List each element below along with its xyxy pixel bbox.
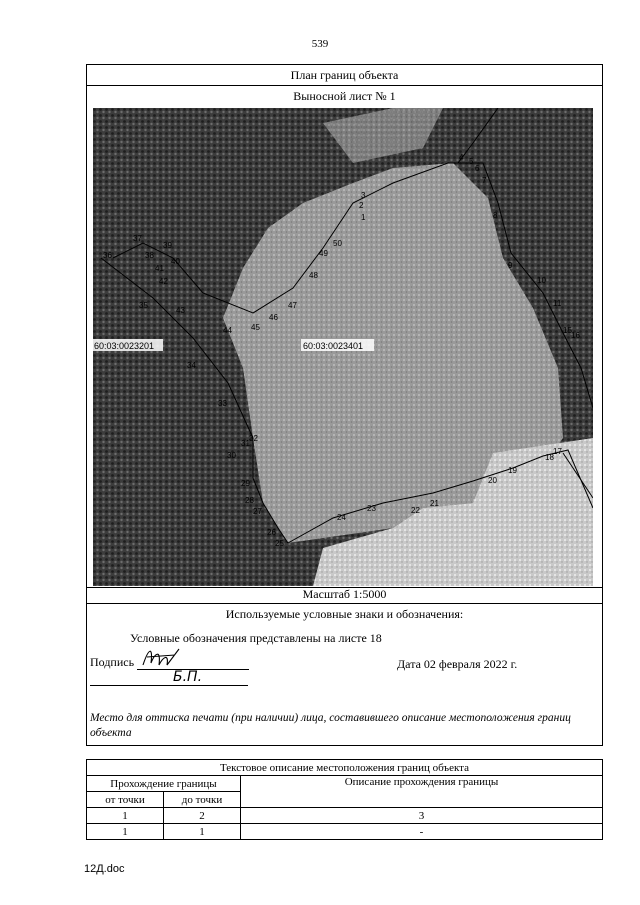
point-label: 46 xyxy=(269,313,278,322)
point-label: 4 xyxy=(459,153,464,162)
plan-title: План границ объекта xyxy=(290,68,399,82)
point-label: 19 xyxy=(508,466,517,475)
point-label: 16 xyxy=(571,331,580,340)
parcel-label: 60:03:0023401 xyxy=(303,341,364,351)
point-label: 43 xyxy=(176,306,185,315)
point-label: 6 xyxy=(475,164,480,173)
stamp-place-note: Место для оттиска печати (при наличии) лица, составившего описание местоположения границ объекта xyxy=(90,712,571,739)
point-label: 17 xyxy=(553,447,562,456)
point-label: 15 xyxy=(563,326,572,335)
point-label: 22 xyxy=(411,506,420,515)
point-label: 23 xyxy=(367,504,376,513)
passage-header: Прохождение границы xyxy=(87,776,241,792)
point-label: 30 xyxy=(227,451,236,460)
point-label: 31 xyxy=(241,439,250,448)
point-label: 32 xyxy=(249,434,258,443)
name-line xyxy=(90,685,248,686)
aerial-map xyxy=(93,108,593,586)
point-label: 27 xyxy=(253,507,262,516)
point-label: 48 xyxy=(309,271,318,280)
point-label: 38 xyxy=(145,251,154,260)
description-cell: - xyxy=(241,824,603,840)
point-label: 45 xyxy=(251,323,260,332)
point-label: 47 xyxy=(288,301,297,310)
parcel-label: 60:03:0023201 xyxy=(94,341,155,351)
boundary-plan-frame xyxy=(86,64,603,746)
point-label: 29 xyxy=(241,479,250,488)
from-cell: 1 xyxy=(87,808,164,824)
point-label: 25 xyxy=(275,539,284,548)
point-label: 11 xyxy=(553,299,562,308)
point-label: 36 xyxy=(103,251,112,260)
file-name: 12Д.doc xyxy=(84,863,125,875)
point-label: 10 xyxy=(537,276,546,285)
point-label: 28 xyxy=(245,496,254,505)
boundary-description-table xyxy=(86,759,603,840)
point-label: 40 xyxy=(171,257,180,266)
point-label: 20 xyxy=(488,476,497,485)
point-label: 18 xyxy=(545,453,554,462)
point-label: 42 xyxy=(159,277,168,286)
point-label: 37 xyxy=(133,234,142,243)
signature-label: Подпись xyxy=(90,655,135,669)
description-header: Описание прохождения границы xyxy=(241,776,603,808)
point-label: 21 xyxy=(430,499,439,508)
to-cell: 1 xyxy=(164,824,241,840)
to-cell: 2 xyxy=(164,808,241,824)
to-point-header: до точки xyxy=(164,792,241,808)
table-title: Текстовое описание местоположения границ объекта xyxy=(87,760,603,776)
legend-note: Условные обозначения представлены на листе 18 xyxy=(130,631,382,645)
map-svg xyxy=(93,108,593,586)
point-label: 41 xyxy=(155,264,164,273)
point-label: 50 xyxy=(333,239,342,248)
from-cell: 1 xyxy=(87,824,164,840)
point-label: 44 xyxy=(223,326,232,335)
point-label: 39 xyxy=(163,241,172,250)
page-number: 539 xyxy=(311,38,329,50)
point-label: 24 xyxy=(337,513,346,522)
point-label: 7 xyxy=(482,176,487,185)
table-row xyxy=(87,824,603,840)
sheet-title: Выносной лист № 1 xyxy=(293,89,396,103)
from-point-header: от точки xyxy=(87,792,164,808)
table-row xyxy=(87,808,603,824)
point-label: 49 xyxy=(319,249,328,258)
signing-date: Дата 02 февраля 2022 г. xyxy=(397,657,518,671)
point-label: 2 xyxy=(359,201,364,210)
point-label: 34 xyxy=(187,361,196,370)
point-label: 33 xyxy=(218,399,227,408)
point-label: 9 xyxy=(508,261,513,270)
map-scale: Масштаб 1:5000 xyxy=(302,587,387,601)
point-label: 35 xyxy=(139,301,148,310)
point-label: 5 xyxy=(469,157,474,166)
point-label: 26 xyxy=(267,528,276,537)
signature-name: Б.П. xyxy=(173,669,203,685)
point-label: 8 xyxy=(493,211,498,220)
description-cell: 3 xyxy=(241,808,603,824)
legend-title: Используемые условные знаки и обозначения: xyxy=(225,607,464,621)
point-label: 3 xyxy=(361,191,366,200)
point-label: 1 xyxy=(361,213,366,222)
